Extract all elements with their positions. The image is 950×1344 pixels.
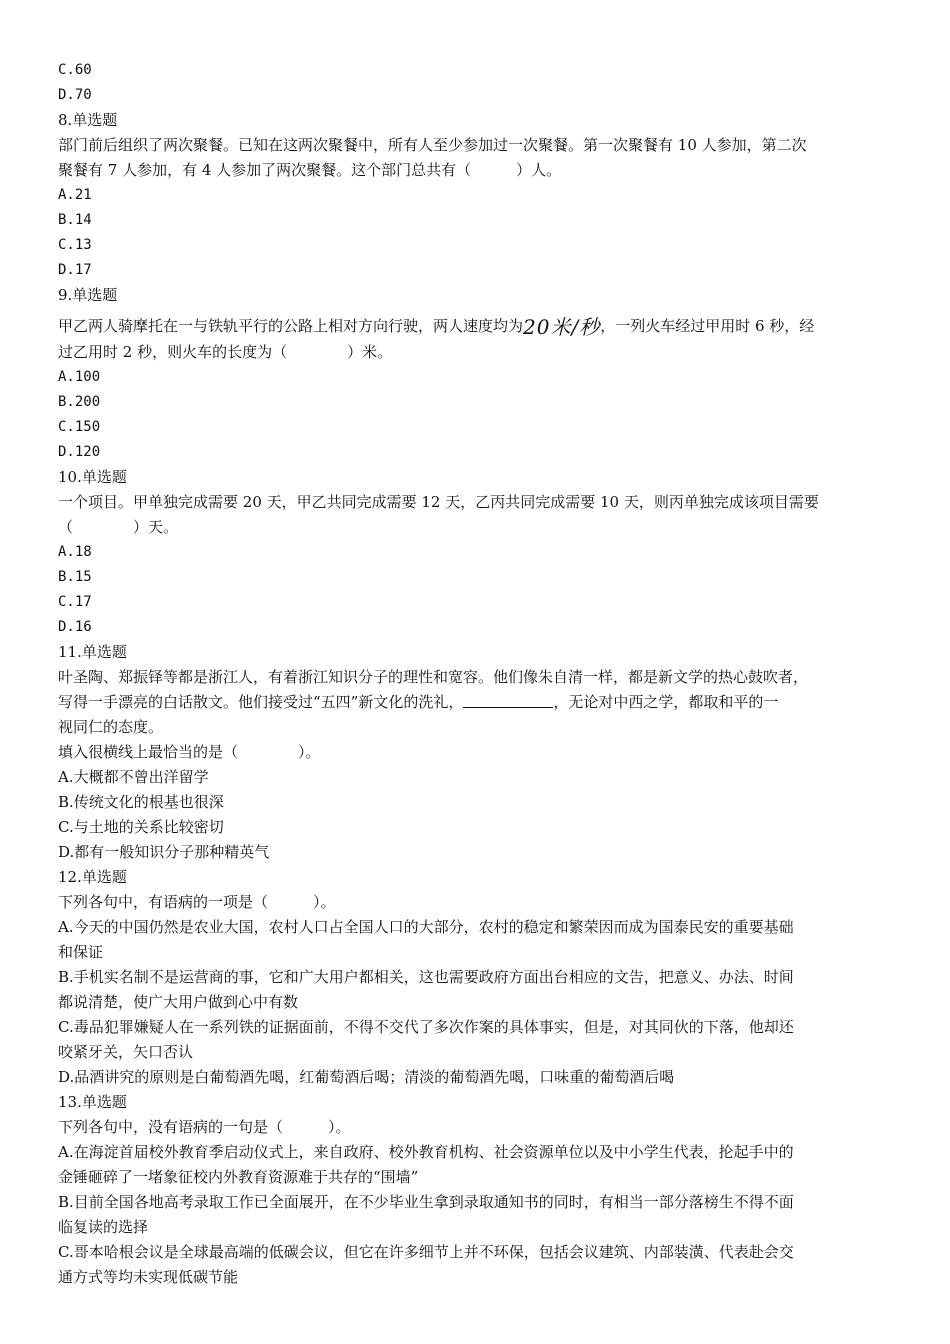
q12-option-line: A.今天的中国仍然是农业大国，农村人口占全国人口的大部分，农村的稳定和繁荣因而成为国泰民安的重要基础: [58, 918, 794, 936]
q13-number: 13.单选题: [58, 1093, 127, 1111]
q11-stem-after-blank: ，无论对中西之学，都取和平的一: [553, 693, 779, 711]
q9-number: 9.单选题: [58, 286, 118, 304]
q11-stem-before-blank: 写得一手漂亮的白话散文。他们接受过“五四”新文化的洗礼，: [58, 693, 464, 711]
q13-option-line: 通方式等均未实现低碳节能: [58, 1268, 239, 1286]
q10-stem-line: （ ）天。: [58, 518, 179, 536]
q11-option-a: A.大概都不曾出洋留学: [58, 768, 209, 786]
q11-prompt: 填入很横线上最恰当的是（ ）。: [58, 743, 321, 761]
q10-option-b: B.15: [58, 569, 92, 585]
q12-number: 12.单选题: [58, 868, 127, 886]
q10-option-a: A.18: [58, 544, 92, 560]
q11-option-d: D.都有一般知识分子那种精英气: [58, 843, 270, 861]
q12-option-line: C.毒品犯罪嫌疑人在一系列铁的证据面前，不得不交代了多次作案的具体事实，但是，对其同伙的下落，他却还: [58, 1018, 794, 1036]
q12-option-line: 咬紧牙关，矢口否认: [58, 1043, 194, 1061]
q9-stem-before: 甲乙两人骑摩托在一与铁轨平行的公路上相对方向行驶，两人速度均为: [58, 317, 524, 335]
q12-option-line: B.手机实名制不是运营商的事，它和广大用户都相关，这也需要政府方面出台相应的文告，把意义、办法、时间: [58, 968, 794, 986]
q10-option-d: D.16: [58, 619, 92, 635]
q13-option-line: 金锤砸碎了一堵象征校内外教育资源难于共存的“围墙”: [58, 1168, 419, 1186]
q9-option-c: C.150: [58, 419, 101, 435]
q9-option-a: A.100: [58, 369, 101, 385]
q13-prompt: 下列各句中，没有语病的一句是（ ）。: [58, 1118, 351, 1136]
q9-stem-line: [58, 314, 888, 340]
q9-speed-formula: 20米/秒: [523, 315, 601, 339]
q11-stem-line: [58, 690, 888, 715]
q9-stem-line: 过乙用时 2 秒，则火车的长度为（ ）米。: [58, 343, 393, 361]
q13-option-line: A.在海淀首届校外教育季启动仪式上，来自政府、校外教育机构、社会资源单位以及中小学生代表，抡起手中的: [58, 1143, 794, 1161]
q12-option-line: D.品酒讲究的原则是白葡萄酒先喝，红葡萄酒后喝；清淡的葡萄酒先喝，口味重的葡萄酒后喝: [58, 1068, 675, 1086]
q13-option-line: B.目前全国各地高考录取工作已全面展开，在不少毕业生拿到录取通知书的同时，有相当一部分落榜生不得不面: [58, 1193, 794, 1211]
q11-number: 11.单选题: [58, 643, 127, 661]
q12-option-line: 都说清楚，使广大用户做到心中有数: [58, 993, 299, 1011]
q8-option-a: A.21: [58, 187, 92, 203]
q11-stem-line: 叶圣陶、郑振铎等都是浙江人，有着浙江知识分子的理性和宽容。他们像朱自清一样，都是新文学的热心鼓吹者，: [58, 668, 809, 686]
q8-stem-line: 部门前后组织了两次聚餐。已知在这两次聚餐中，所有人至少参加过一次聚餐。第一次聚餐有 10 人参加，第二次: [58, 136, 807, 154]
q8-option-d: D.17: [58, 262, 92, 278]
q9-option-d: D.120: [58, 444, 101, 460]
q9-stem-after: ，一列火车经过甲用时 6 秒，经: [600, 317, 815, 335]
q10-stem-line: 一个项目。甲单独完成需要 20 天，甲乙共同完成需要 12 天，乙丙共同完成需要 10 天，则丙单独完成该项目需要: [58, 493, 819, 511]
q11-option-b: B.传统文化的根基也很深: [58, 793, 224, 811]
q8-stem-line: 聚餐有 7 人参加，有 4 人参加了两次聚餐。这个部门总共有（ ）人。: [58, 161, 562, 179]
q8-option-c: C.13: [58, 237, 92, 253]
q11-stem-line: 视同仁的态度。: [58, 718, 164, 736]
q12-prompt: 下列各句中，有语病的一项是（ ）。: [58, 893, 336, 911]
q11-fill-blank: [463, 693, 553, 708]
q9-option-b: B.200: [58, 394, 101, 410]
q12-option-line: 和保证: [58, 943, 104, 961]
q13-option-line: C.哥本哈根会议是全球最高端的低碳会议，但它在许多细节上并不环保，包括会议建筑、内部装潢、代表赴会交: [58, 1243, 794, 1261]
q13-option-line: 临复读的选择: [58, 1218, 149, 1236]
q10-option-c: C.17: [58, 594, 92, 610]
q7-option-c: C.60: [58, 62, 92, 78]
q8-number: 8.单选题: [58, 111, 118, 129]
exam-page: [58, 58, 888, 1290]
q7-option-d: D.70: [58, 87, 92, 103]
q11-option-c: C.与土地的关系比较密切: [58, 818, 224, 836]
q8-option-b: B.14: [58, 212, 92, 228]
q10-number: 10.单选题: [58, 468, 127, 486]
